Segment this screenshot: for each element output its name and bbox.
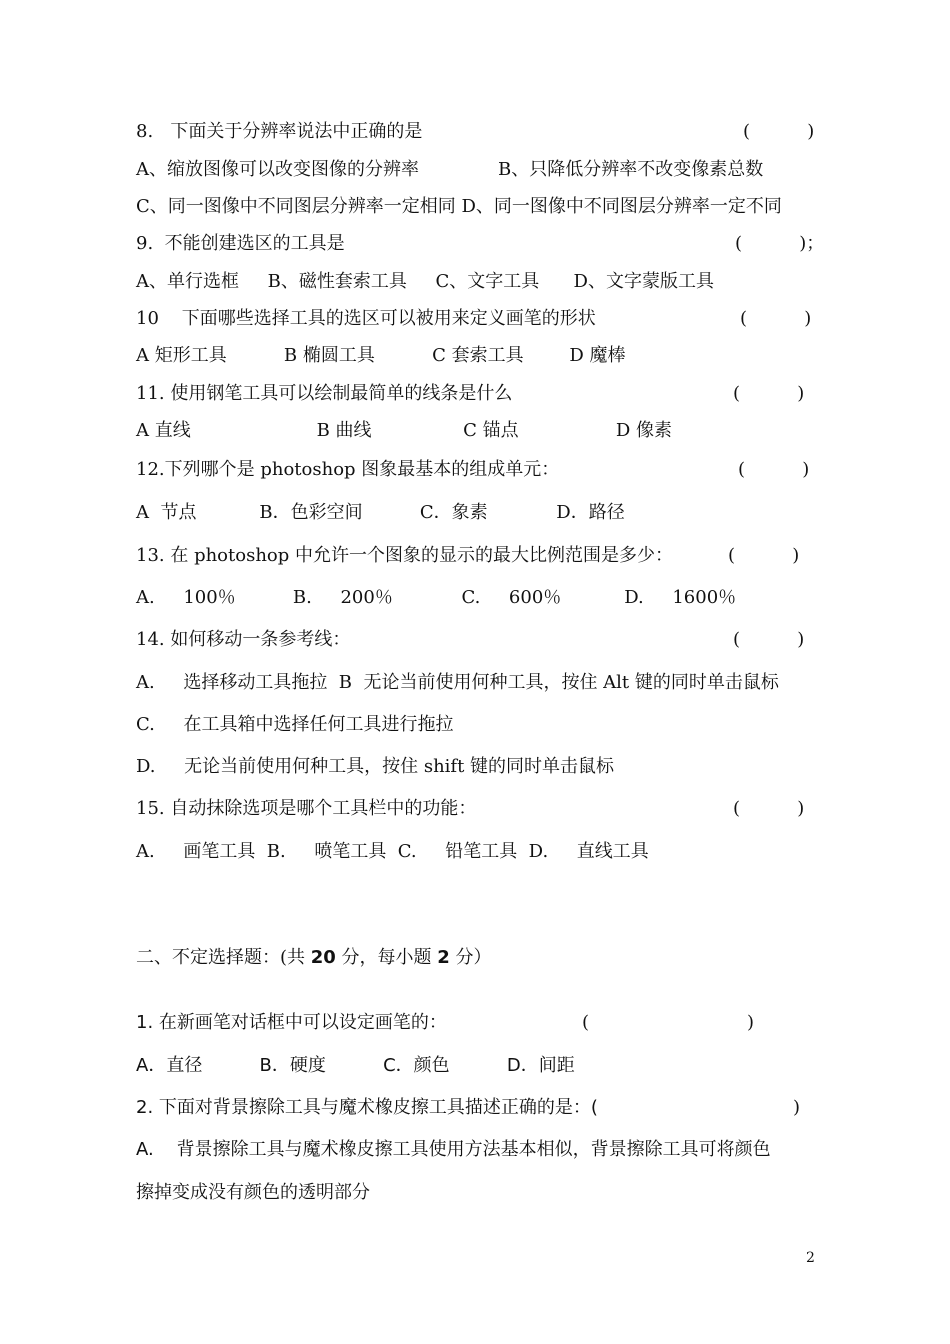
section2-heading: 二、不定选择题：(共 20 分，每小题 2 分）	[136, 947, 492, 968]
s2-q2-paren-close: )	[793, 1097, 801, 1118]
q9-stem: 9. 不能创建选区的工具是	[136, 233, 345, 254]
q10-options: A 矩形工具 B 椭圆工具 C 套索工具 D 魔棒	[136, 345, 626, 366]
q15-stem: 15. 自动抹除选项是哪个工具栏中的功能：	[136, 798, 477, 819]
q12-answer-paren: ( )	[738, 459, 810, 480]
q10-answer-paren: ( )	[740, 308, 812, 329]
q10-stem: 10 下面哪些选择工具的选区可以被用来定义画笔的形状	[136, 308, 596, 329]
q15-answer-paren: ( )	[733, 798, 805, 819]
q14-options-ab: A. 选择移动工具拖拉 B 无论当前使用何种工具，按住 Alt 键的同时单击鼠标	[136, 672, 779, 693]
q13-options: A. 100％ B. 200％ C. 600％ D. 1600％	[136, 587, 737, 608]
s2-q1-stem: 1. 在新画笔对话框中可以设定画笔的：	[136, 1012, 447, 1033]
q9-answer-paren: ( )；	[735, 233, 825, 254]
q14-stem: 14. 如何移动一条参考线：	[136, 629, 351, 650]
q12-options: A 节点 B．色彩空间 C．象素 D．路径	[136, 502, 625, 523]
q8-stem: 8. 下面关于分辨率说法中正确的是	[136, 121, 423, 142]
s2-q1-options: A．直径 B．硬度 C．颜色 D．间距	[136, 1055, 575, 1076]
s2-q1-paren-open: (	[582, 1012, 590, 1033]
q8-answer-paren: ( )	[743, 121, 815, 142]
q8-option-b: B、只降低分辨率不改变像素总数	[498, 159, 764, 180]
s2-q2-stem: 2. 下面对背景擦除工具与魔术橡皮擦工具描述正确的是：(	[136, 1097, 598, 1118]
s2-q2-option-a-line1: A. 背景擦除工具与魔术橡皮擦工具使用方法基本相似，背景擦除工具可将颜色	[136, 1139, 771, 1160]
q14-answer-paren: ( )	[733, 629, 805, 650]
q11-answer-paren: ( )	[733, 383, 805, 404]
s2-q2-option-a-line2: 擦掉变成没有颜色的透明部分	[136, 1182, 370, 1203]
q13-answer-paren: ( )	[728, 545, 800, 566]
q11-stem: 11. 使用钢笔工具可以绘制最简单的线条是什么	[136, 383, 513, 404]
q8-option-a: A、缩放图像可以改变图像的分辨率	[136, 159, 419, 180]
q14-option-c: C. 在工具箱中选择任何工具进行拖拉	[136, 714, 454, 735]
page-number: 2	[806, 1250, 815, 1266]
q11-options: A 直线 B 曲线 C 锚点 D 像素	[136, 420, 673, 441]
q9-options: A、单行选框 B、磁性套索工具 C、文字工具 D、文字蒙版工具	[136, 271, 714, 292]
q12-stem: 12.下列哪个是 photoshop 图象最基本的组成单元：	[136, 459, 560, 480]
q13-stem: 13. 在 photoshop 中允许一个图象的显示的最大比例范围是多少：	[136, 545, 674, 566]
s2-q1-paren-close: )	[747, 1012, 755, 1033]
q14-option-d: D. 无论当前使用何种工具，按住 shift 键的同时单击鼠标	[136, 756, 615, 777]
q15-options: A. 画笔工具 B. 喷笔工具 C. 铅笔工具 D. 直线工具	[136, 841, 649, 862]
q8-options-cd: C、同一图像中不同图层分辨率一定相同 D、同一图像中不同图层分辨率一定不同	[136, 196, 782, 217]
